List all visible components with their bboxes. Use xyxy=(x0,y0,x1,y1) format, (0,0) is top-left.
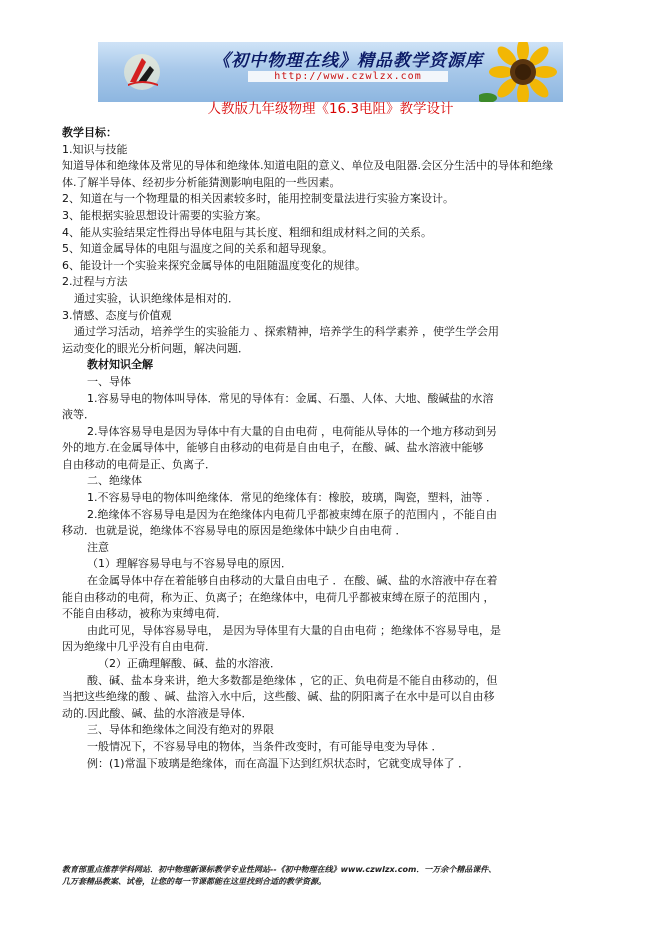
text-line: 液等． xyxy=(62,408,95,422)
text-line: 知道导体和绝缘体及常见的导体和绝缘体.知道电阻的意义、单位及电阻器.会区分生活中的导体和绝缘 xyxy=(62,159,553,173)
header-banner xyxy=(98,42,563,102)
text-line: 外的地方.在金属导体中，能够自由移动的电荷是自由电子，在酸、碱、盐水溶液中能够 xyxy=(62,441,484,455)
text-line: 体.了解半导体、经初步分析能猜测影响电阻的一些因素。 xyxy=(62,175,341,189)
site-logo-icon xyxy=(122,52,162,92)
text-line: （1）理解容易导电与不容易导电的原因． xyxy=(87,557,292,571)
text-line: （2）正确理解酸、碱、盐的水溶液． xyxy=(98,657,281,670)
text-line: 教材知识全解 xyxy=(87,358,153,372)
text-line: 2.过程与方法 xyxy=(62,275,128,289)
text-line: 6、能设计一个实验来探究金属导体的电阻随温度变化的规律。 xyxy=(62,258,366,272)
text-line: 当把这些绝缘的酸 、碱、盐溶入水中后，这些酸、碱、盐的阴阳离子在水中是可以自由移 xyxy=(62,690,495,704)
text-line: 通过学习活动，培养学生的实验能力 、探索精神，培养学生的科学素养 ，使学生学会用 xyxy=(74,325,499,339)
text-line: 通过实验，认识绝缘体是相对的． xyxy=(74,291,239,305)
text-line: 二、绝缘体 xyxy=(87,474,142,488)
text-line: 注意 xyxy=(87,540,109,554)
text-line: 例：(1)常温下玻璃是绝缘体，而在高温下达到红炽状态时，它就变成导体了 ． xyxy=(87,756,470,770)
text-line: 3、能根据实验思想设计需要的实验方案。 xyxy=(62,208,267,222)
text-line: 运动变化的眼光分析问题，解决问题． xyxy=(62,341,249,355)
text-line: 一、导体 xyxy=(87,374,131,388)
text-line: 酸、碱、盐本身来讲，绝大多数都是绝缘体 ，它的正、负电荷是不能自由移动的，但 xyxy=(87,673,498,687)
document-body xyxy=(62,125,587,772)
text-line: 自由移动的电荷是正、负离子． xyxy=(62,457,216,471)
text-line: 2.绝缘体不容易导电是因为在绝缘体内电荷几乎都被束缚在原子的范围内 ，不能自由 xyxy=(87,507,497,521)
text-line: 4、能从实验结果定性得出导体电阻与其长度、粗细和组成材料之间的关系。 xyxy=(62,225,432,239)
text-line: 在金属导体中存在着能够自由移动的大量自由电子 ．在酸、碱、盐的水溶液中存在着 xyxy=(87,574,498,588)
text-line: 一般情况下，不容易导电的物体，当条件改变时，有可能导电变为导体 ． xyxy=(87,739,443,753)
text-line: 动的.因此酸、碱、盐的水溶液是导体． xyxy=(62,706,253,720)
footer-line: 教育部重点推荐学科网站．初中物理新课标教学专业性网站--《初中物理在线》www.czwlzx.com．一万余个精品课件、 xyxy=(62,865,497,874)
footer-line: 几万套精品教案、试卷，让您的每一节课都能在这里找到合适的教学资源。 xyxy=(62,877,326,886)
banner-title: 《初中物理在线》精品教学资源库 xyxy=(213,51,483,71)
text-line: 移动．也就是说，绝缘体不容易导电的原因是绝缘体中缺少自由电荷 ． xyxy=(62,524,407,538)
document-title: 人教版九年级物理《16.3电阻》教学设计 xyxy=(207,101,454,117)
text-line: 1.不容易导电的物体叫绝缘体．常见的绝缘体有：橡胶，玻璃，陶瓷，塑料，油等 ． xyxy=(87,491,497,505)
text-line: 1.知识与技能 xyxy=(62,142,128,156)
text-line: 2.导体容易导电是因为导体中有大量的自由电荷 ，电荷能从导体的一个地方移动到另 xyxy=(87,424,497,438)
text-line: 教学目标： xyxy=(62,126,117,139)
text-line: 因为绝缘中几乎没有自由电荷． xyxy=(62,640,216,654)
sunflower-icon xyxy=(479,42,559,102)
text-line: 三、导体和绝缘体之间没有绝对的界限 xyxy=(87,723,274,737)
text-line: 1.容易导电的物体叫导体．常见的导体有：金属、石墨、人体、大地、酸碱盐的水溶 xyxy=(87,391,494,405)
text-line: 2、知道在与一个物理量的相关因素较多时，能用控制变量法进行实验方案设计。 xyxy=(62,192,454,206)
text-line: 不能自由移动，被称为束缚电荷． xyxy=(62,607,227,621)
text-line: 3.情感、态度与价值观 xyxy=(62,308,172,322)
text-line: 能自由移动的电荷，称为正、负离子；在绝缘体中，电荷几乎都被束缚在原子的范围内 ， xyxy=(62,590,495,604)
text-line: 5、知道金属导体的电阻与温度之间的关系和超导现象。 xyxy=(62,242,333,256)
text-line: 由此可见，导体容易导电， 是因为导体里有大量的自由电荷 ；绝缘体不容易导电，是 xyxy=(87,623,501,637)
page-footer xyxy=(62,864,592,888)
banner-url[interactable]: http://www.czwlzx.com xyxy=(248,71,448,82)
